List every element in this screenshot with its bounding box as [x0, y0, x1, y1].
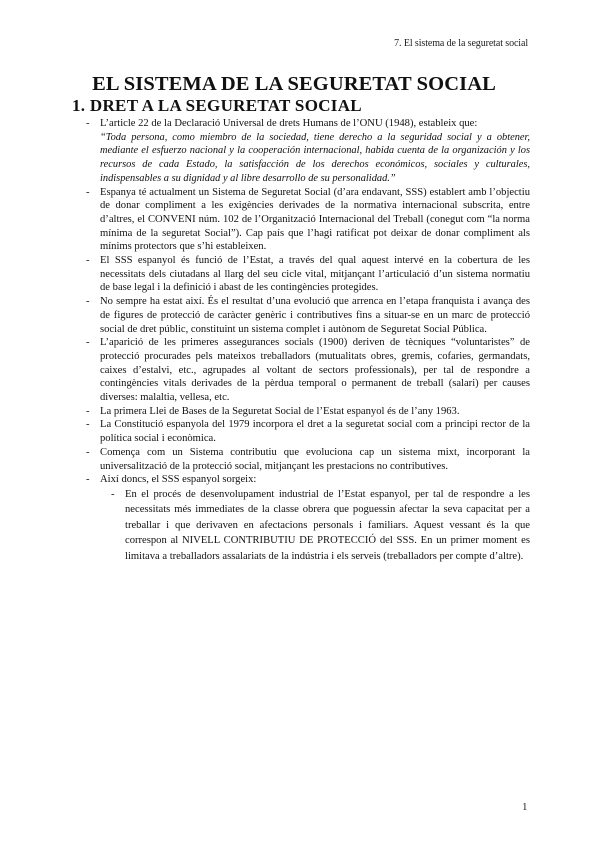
list-item-text: La primera Llei de Bases de la Seguretat Social de l’Estat espanyol és de l’any 1963. [100, 405, 460, 417]
list-item-text: No sempre ha estat així. És el resultat d’una evolució que arrenca en l’etapa franquista i avança des de figures de protecció de caràcter genèric i contributives fins a situar-se en un marc de protecció social de dret públic, constituint un sistema complet i autònom de Seguretat Social Pública. [100, 296, 530, 335]
list-item-text: L’aparició de les primeres assegurances socials (1900) deriven de tècniques “voluntaristes” de protecció procurades pels mateixos treballadors (mutualitats obres, gremis, cofaries, germandats, caixes d’estalvi, etc., agrupades al voltant de sectors professionals), per tal de respondre a contingències vitals derivades de la pèrdua temporal o permanent de treball (salari) per causes diverses: malaltia, vellesa, etc. [100, 337, 530, 404]
sub-list-item-text: En el procés de desenvolupament industrial de l’Estat espanyol, per tal de respondre a les necessitats més immediates de la classe obrera que poguessin afectar la seva capacitat per a treballar i que derivaven en afectacions personals i familiars. Aquest vessant és la que correspon al NIVELL CONTRIBUTIU DE PROTECCIÓ del SSS. En un primer moment es limitava a treballadors assalariats de la indústria i els serveis (treballadors per compte d’altre). [125, 488, 530, 562]
list-item-text: El SSS espanyol és funció de l’Estat, a través del qual aquest intervé en la cobertura de les necessitats dels ciutadans al llarg del seu cicle vital, mitjançant l’articulació d’un sistema normatiu de base legal i la definició i abast de les contingències protegides. [100, 255, 530, 294]
list-item [72, 117, 530, 186]
page-content [72, 72, 530, 564]
list-item [72, 405, 530, 419]
list-item-text: Comença com un Sistema contributiu que evoluciona cap un sistema mixt, incorporant la universalització de la protecció social, mitjançant les prestacions no contributives. [100, 446, 530, 472]
list-item-text: Espanya té actualment un Sistema de Seguretat Social (d’ara endavant, SSS) establert amb l’objectiu de donar compliment a les exigències derivades de la normativa internacional subscrita, entre d’altres, el CONVENI núm. 102 de l’Organització Internacional del Treball (conegut com “la norma mínima de la seguretat Social”). Cap país que l’hagi ratificat pot deixar de donar compliment als mínims protectors que s’hi estableixen. [100, 186, 530, 253]
running-header: 7. El sistema de la seguretat social [394, 38, 528, 49]
list-item [72, 336, 530, 405]
list-item [72, 295, 530, 336]
list-item-text: La Constitució espanyola del 1979 incorpora el dret a la seguretat social com a principi rector de la política social i econòmica. [100, 419, 530, 445]
sub-bullet-list [100, 487, 530, 565]
section-heading: 1. DRET A LA SEGURETAT SOCIAL [72, 96, 362, 115]
list-item [72, 446, 530, 473]
list-item-text: L’article 22 de la Declaració Universal de drets Humans de l’ONU (1948), estableix que: [100, 118, 478, 129]
document-title: EL SISTEMA DE LA SEGURETAT SOCIAL [92, 73, 496, 95]
list-item [72, 186, 530, 255]
sub-list-item [72, 487, 530, 565]
list-item-text: Així doncs, el SSS espanyol sorgeix: [100, 474, 257, 486]
list-item [72, 418, 530, 445]
list-item [72, 254, 530, 295]
page-number: 1 [522, 801, 528, 813]
list-item [72, 473, 530, 564]
bullet-list [72, 117, 530, 564]
udhr-quote: “Toda persona, como miembro de la sociedad, tiene derecho a la seguridad social y a obtener, mediante el esfuerzo nacional y la cooperación internacional, habida cuenta de la organización y los recursos de cada Estado, la satisfacción de los derechos económicos, sociales y culturales, indispensables a su dignidad y al libre desarrollo de su personalidad.” [100, 131, 530, 184]
